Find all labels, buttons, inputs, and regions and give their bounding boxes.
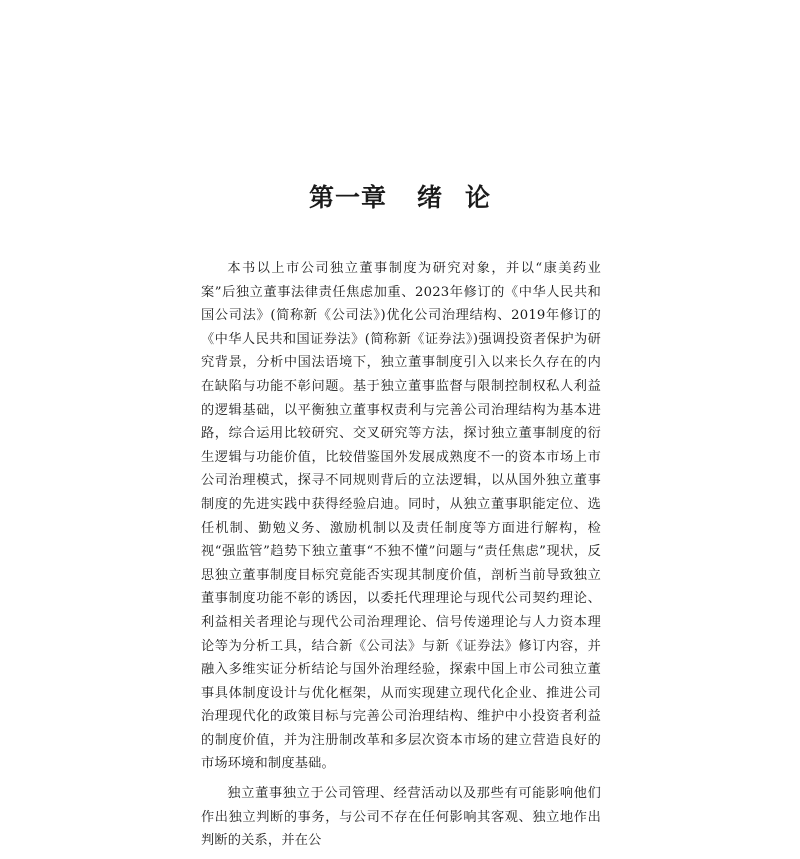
chapter-title-char-1: 绪 — [416, 183, 443, 212]
body-paragraph-2: 独立董事独立于公司管理、经营活动以及那些有可能影响他们作出独立判断的事务，与公司不存在任何影响其客观、独立地作出判断的关系，并在公 — [201, 786, 601, 849]
chapter-body — [201, 257, 601, 859]
chapter-title-char-2: 论 — [465, 183, 492, 212]
body-paragraph-1: 本书以上市公司独立董事制度为研究对象，并以“康美药业案”后独立董事法律责任焦虑加重、2023年修订的《中华人民共和国公司法》(简称新《公司法》)优化公司治理结构、2019年修订的《中华人民共和国证券法》(简称新《证券法》)强调投资者保护为研究背景，分析中国法语境下，独立董事制度引入以来长久存在的内在缺陷与功能不彰问题。基于独立董事监督与限制控制权私人利益的逻辑基础，以平衡独立董事权责利与完善公司治理结构为基本进路，综合运用比较研究、交叉研究等方法，探讨独立董事制度的衍生逻辑与功能价值，比较借鉴国外发展成熟度不一的资本市场上市公司治理模式，探寻不同规则背后的立法逻辑，以从国外独立董事制度的先进实践中获得经验启迪。同时，从独立董事职能定位、选任机制、勤勉义务、激励机制以及责任制度等方面进行解构，检视“强监管”趋势下独立董事“不独不懂”问题与“责任焦虑”现状，反思独立董事制度目标究竟能否实现其制度价值，剖析当前导致独立董事制度功能不彰的诱因，以委托代理理论与现代公司契约理论、利益相关者理论与现代公司治理理论、信号传递理论与人力资本理论等为分析工具，结合新《公司法》与新《证券法》修订内容，并融入多维实证分析结论与国外治理经验，探索中国上市公司独立董事具体制度设计与优化框架，从而实现建立现代化企业、推进公司治理现代化的政策目标与完善公司治理结构、维护中小投资者利益的制度价值，并为注册制改革和多层次资本市场的建立营造良好的市场环境和制度基础。 — [201, 261, 601, 772]
chapter-number-label: 第一章 — [308, 183, 387, 212]
chapter-title — [0, 178, 800, 218]
